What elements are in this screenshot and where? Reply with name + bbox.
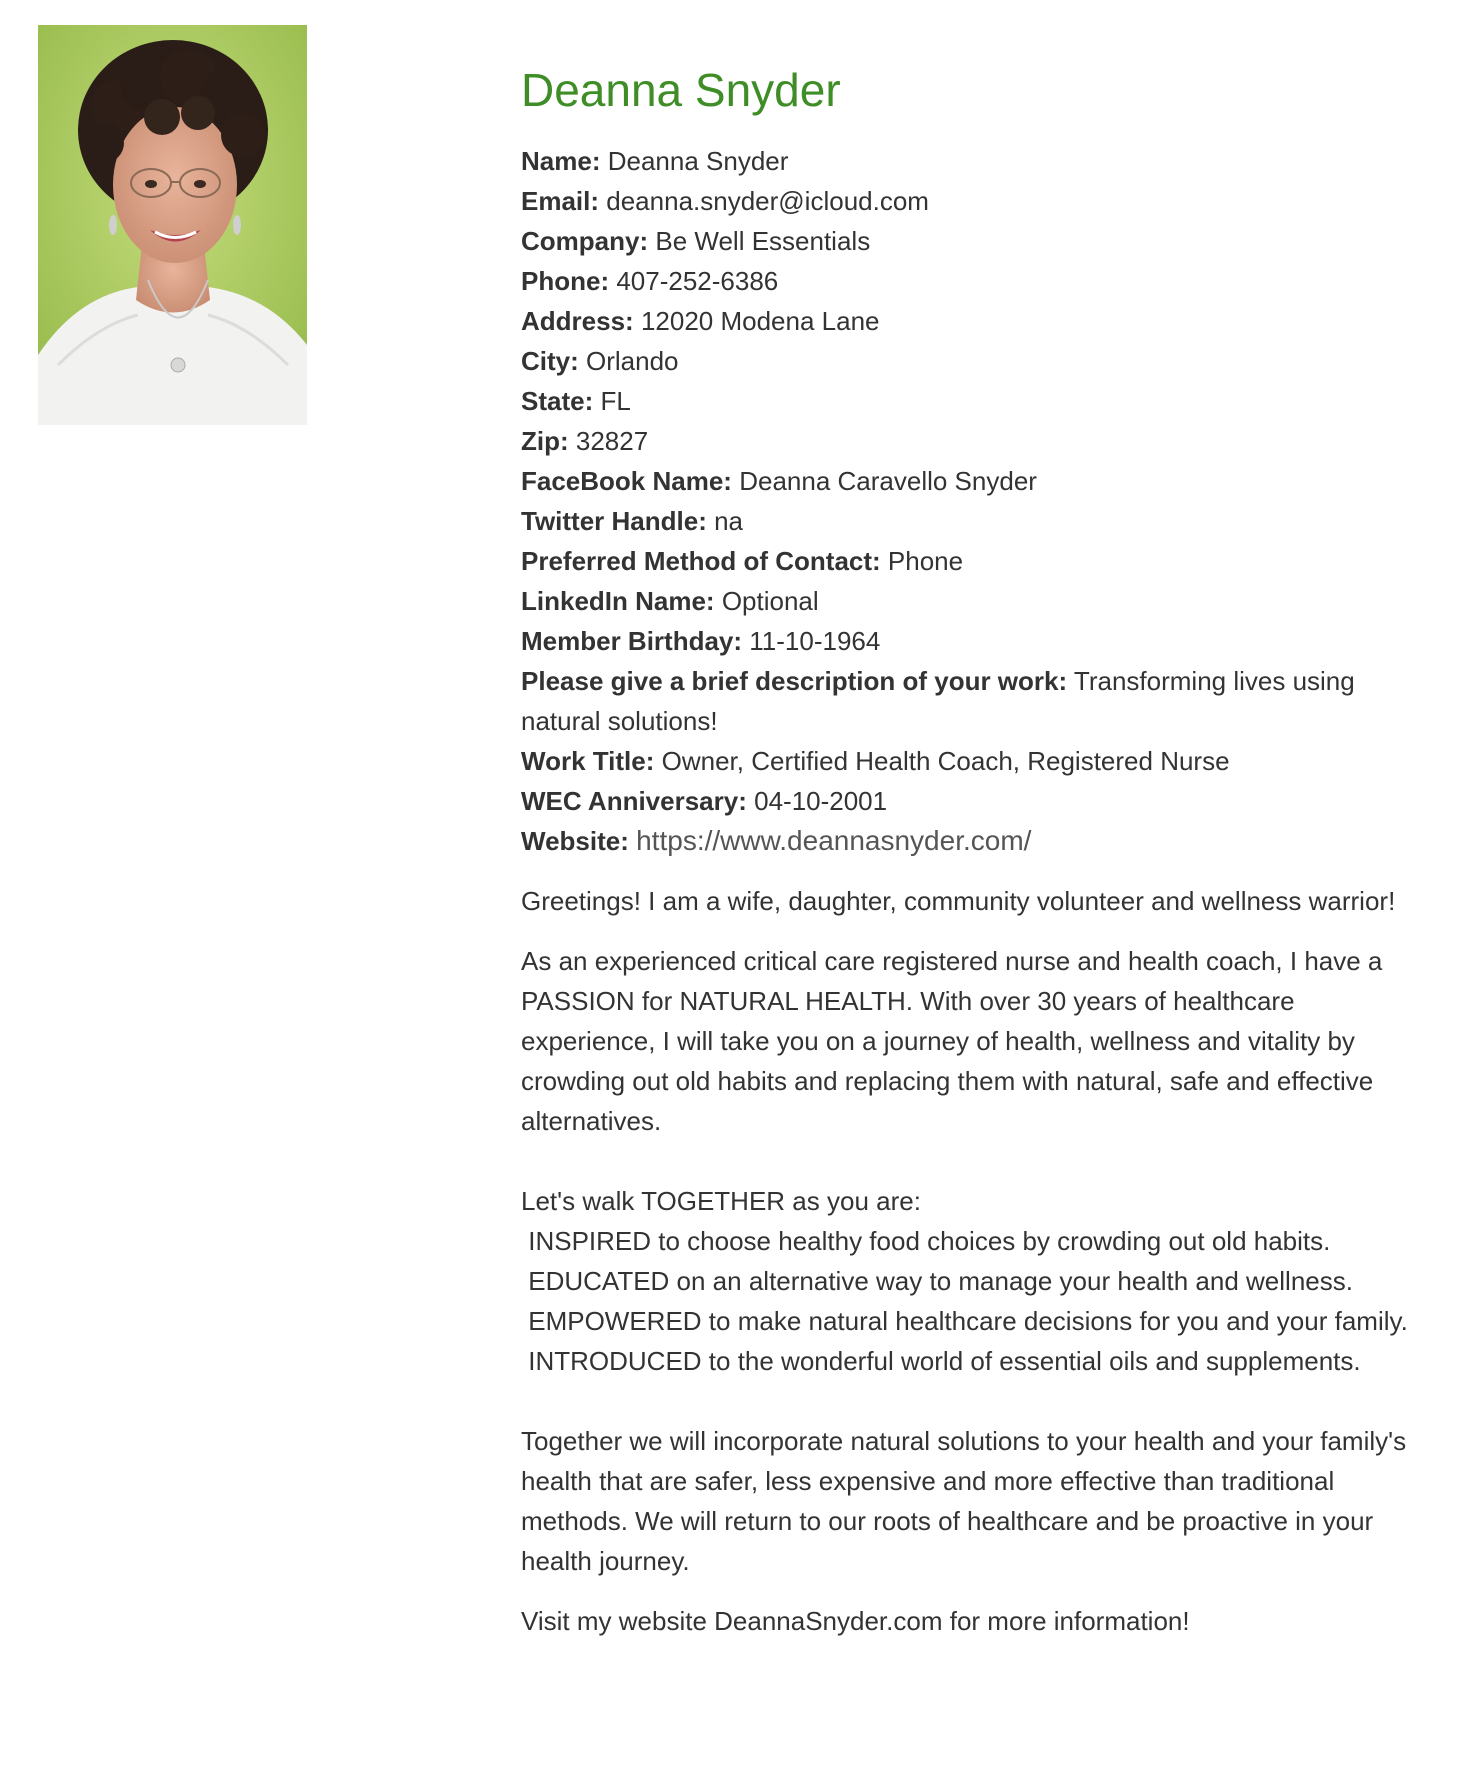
bio-greeting: Greetings! I am a wife, daughter, community volunteer and wellness warrior! [521,886,1396,916]
profile-photo [38,25,307,425]
field-value: Owner, Certified Health Coach, Registered Nurse [661,746,1230,776]
profile-field-row [521,261,1431,301]
walk-list-item: EDUCATED on an alternative way to manage your health and wellness. [521,1266,1353,1296]
bio-together: Together we will incorporate natural solutions to your health and your family's health that are safer, less expensive and more effective than traditional methods. We will return to our roots of healthcare and be proactive in your health journey. [521,1426,1407,1576]
field-label: Email: [521,186,600,216]
website-link[interactable]: https://www.deannasnyder.com/ [636,825,1032,856]
website-label: Website: [521,826,629,856]
field-label: Preferred Method of Contact: [521,546,881,576]
field-label: Zip: [521,426,569,456]
field-label: Company: [521,226,649,256]
field-label: Twitter Handle: [521,506,707,536]
field-value: Be Well Essentials [655,226,871,256]
field-label: Name: [521,146,601,176]
walk-list-item: EMPOWERED to make natural healthcare decisions for you and your family. [521,1306,1408,1336]
field-value: 32827 [575,426,649,456]
profile-field-row [521,661,1431,741]
field-label: LinkedIn Name: [521,586,715,616]
field-value: Transforming lives using natural solutions! [521,666,1355,736]
profile-field-row [521,221,1431,261]
page-title: Deanna Snyder [521,64,841,116]
walk-intro: Let's walk TOGETHER as you are: [521,1186,921,1216]
bio-paragraph: As an experienced critical care registered nurse and health coach, I have a PASSION for NATURAL HEALTH. With over 30 years of healthcare experience, I will take you on a journey of health, wellness and vitality by crowding out old habits and replacing them with natural, safe and effective alternatives. [521,946,1383,1136]
portrait-photo-icon [38,25,307,425]
field-label: FaceBook Name: [521,466,732,496]
field-value: 11-10-1964 [749,626,881,656]
field-value: na [714,506,744,536]
profile-field-row [521,301,1431,341]
profile-field-row [521,421,1431,461]
field-label: Address: [521,306,634,336]
field-label: Please give a brief description of your work: [521,666,1068,696]
field-label: City: [521,346,579,376]
profile-field-row [521,741,1431,781]
profile-content [521,60,1431,1641]
profile-field-row [521,341,1431,381]
bio-closing: Visit my website DeannaSnyder.com for more information! [521,1606,1190,1636]
field-label: Member Birthday: [521,626,743,656]
field-value: Optional [721,586,819,616]
profile-field-row [521,781,1431,821]
walk-list-item: INSPIRED to choose healthy food choices by crowding out old habits. [521,1226,1331,1256]
field-label: State: [521,386,594,416]
profile-field-row [521,141,1431,181]
profile-field-row [521,621,1431,661]
walk-list [521,1221,1431,1381]
profile-field-row [521,581,1431,621]
profile-field-row [521,181,1431,221]
profile-field-row [521,381,1431,421]
profile-field-row [521,501,1431,541]
field-label: Work Title: [521,746,655,776]
field-value: Deanna Caravello Snyder [739,466,1037,496]
field-value: FL [600,386,631,416]
walk-list-item: INTRODUCED to the wonderful world of essential oils and supplements. [521,1346,1361,1376]
field-value: Deanna Snyder [607,146,789,176]
field-label: WEC Anniversary: [521,786,747,816]
field-value: 407-252-6386 [616,266,779,296]
field-label: Phone: [521,266,610,296]
website-row [521,821,1431,861]
field-value: Phone [887,546,964,576]
profile-field-row [521,541,1431,581]
field-value: deanna.snyder@icloud.com [606,186,929,216]
field-value: 04-10-2001 [754,786,888,816]
profile-fields [521,141,1431,821]
profile-field-row [521,461,1431,501]
field-value: Orlando [586,346,679,376]
field-value: 12020 Modena Lane [640,306,880,336]
